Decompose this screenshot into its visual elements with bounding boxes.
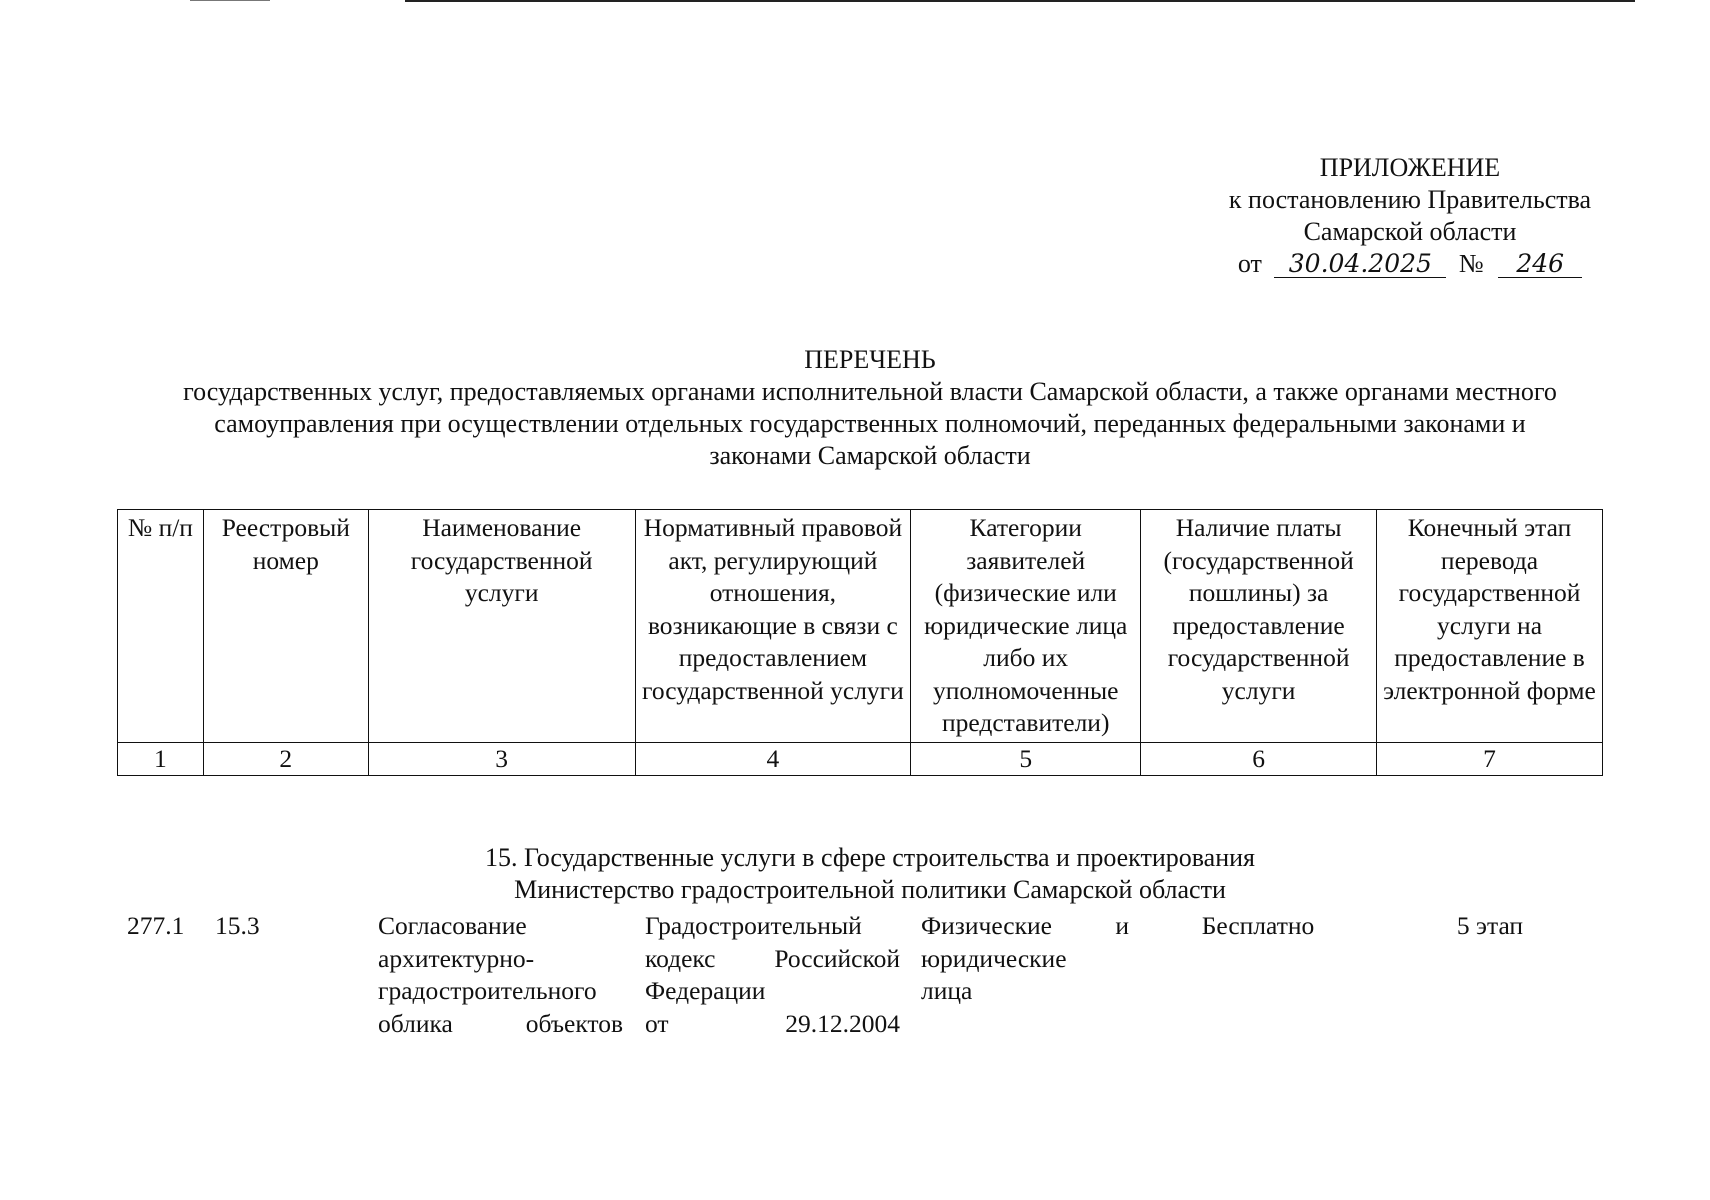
service-name-line: градостроительного (378, 976, 597, 1005)
legal-act-line: Градостроительный (645, 911, 862, 940)
section-title: 15. Государственные услуги в сфере строительства и проектирования (484, 843, 1256, 872)
electronic-stage: 5 этап (1456, 911, 1524, 940)
column-number-row (118, 742, 1603, 776)
applicants-line: юридические (921, 943, 1067, 973)
registry-number: 15.3 (215, 911, 260, 940)
section-heading (120, 842, 1620, 906)
column-number: 7 (1377, 742, 1603, 776)
services-table (117, 509, 1603, 776)
service-name-line: архитектурно- (378, 943, 535, 973)
service-name-line: Согласование (378, 911, 527, 940)
row-number: 277.1 (127, 911, 185, 940)
legal-act (645, 910, 900, 1040)
top-edge-mark (190, 0, 270, 1)
document-heading (120, 344, 1620, 472)
appendix-date-line (1170, 248, 1650, 280)
header-cell: Нормативный правовой акт, регулирующий отношения, возникающие в связи с предоставлением государственной услуги (635, 510, 911, 743)
header-cell: Конечный этап перевода государственной услуги на предоставление в электронной форме (1377, 510, 1603, 743)
fee: Бесплатно (1201, 911, 1315, 940)
appendix-block (1170, 152, 1650, 280)
service-name-line: облика объектов (378, 1008, 623, 1038)
applicants-line: Физические и (921, 911, 1129, 940)
header-cell: Реестровый номер (203, 510, 368, 743)
handwritten-date: 30.04.2025 (1274, 251, 1446, 278)
from-label: от (1237, 249, 1262, 278)
handwritten-number: 246 (1498, 251, 1582, 278)
table-header-row (118, 510, 1603, 743)
applicants-line: лица (921, 976, 973, 1005)
legal-act-line: от 29.12.2004 (645, 1008, 900, 1038)
legal-act-line: кодекс Российской (645, 943, 900, 973)
top-edge-rule (405, 0, 1635, 2)
document-title: ПЕРЕЧЕНЬ (804, 345, 936, 374)
header-cell: Наименование государственной услуги (368, 510, 635, 743)
header-cell: № п/п (118, 510, 204, 743)
appendix-title: ПРИЛОЖЕНИЕ (1319, 153, 1501, 182)
ministry-name: Министерство градостроительной политики Самарской области (514, 875, 1226, 904)
column-number: 4 (635, 742, 911, 776)
column-number: 1 (118, 742, 204, 776)
header-cell: Наличие платы (государственной пошлины) за предоставление государственной услуги (1141, 510, 1377, 743)
header-cell: Категории заявителей (физические или юридические лица либо их уполномоченные представители) (911, 510, 1141, 743)
document-subtitle: государственных услуг, предоставляемых органами исполнительной власти Самарской области, а также органами местного самоуправления при осуществлении отдельных государственных полномочий, переданных федеральными законами и законами Самарской области (183, 377, 1557, 470)
number-label: № (1458, 249, 1484, 278)
column-number: 3 (368, 742, 635, 776)
appendix-line-2: Самарской области (1303, 217, 1517, 246)
appendix-line-1: к постановлению Правительства (1228, 185, 1592, 214)
column-number: 2 (203, 742, 368, 776)
service-name (378, 910, 623, 1040)
column-number: 5 (911, 742, 1141, 776)
legal-act-line: Федерации (645, 976, 766, 1005)
applicants (921, 910, 1129, 1008)
column-number: 6 (1141, 742, 1377, 776)
